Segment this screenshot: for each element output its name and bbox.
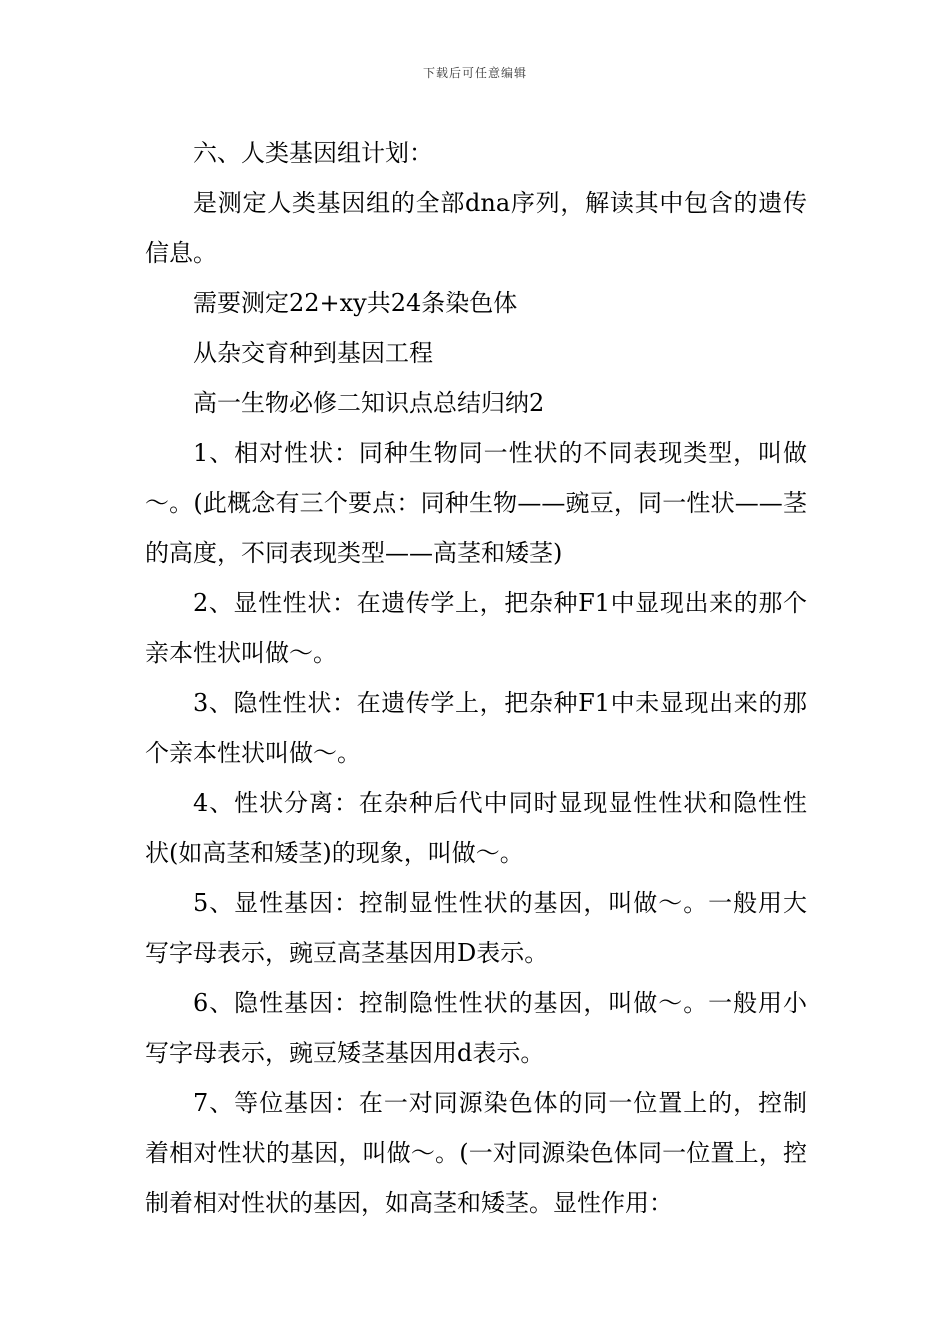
paragraph: 3、隐性性状：在遗传学上，把杂种F1中未显现出来的那个亲本性状叫做～。 bbox=[145, 689, 807, 767]
paragraph-section-title: 高一生物必修二知识点总结归纳2 bbox=[193, 389, 545, 417]
paragraph: 7、等位基因：在一对同源染色体的同一位置上的，控制着相对性状的基因，叫做～。(一对同源染色体同一位置上，控制着相对性状的基因，如高茎和矮茎。显性作用： bbox=[145, 1089, 807, 1217]
paragraph: 6、隐性基因：控制隐性性状的基因，叫做～。一般用小写字母表示，豌豆矮茎基因用d表示。 bbox=[145, 989, 807, 1067]
paragraph: 4、性状分离：在杂种后代中同时显现显性性状和隐性性状(如高茎和矮茎)的现象，叫做～。 bbox=[145, 789, 807, 867]
paragraph: 从杂交育种到基因工程 bbox=[193, 339, 433, 367]
paragraph-heading-genome-project: 六、人类基因组计划： bbox=[193, 139, 433, 167]
paragraph: 需要测定22+xy共24条染色体 bbox=[193, 289, 518, 317]
document-body bbox=[145, 128, 807, 1228]
paragraph: 5、显性基因：控制显性性状的基因，叫做～。一般用大写字母表示，豌豆高茎基因用D表示。 bbox=[145, 889, 807, 967]
paragraph: 1、相对性状：同种生物同一性状的不同表现类型，叫做～。(此概念有三个要点：同种生物——豌豆，同一性状——茎的高度，不同表现类型——高茎和矮茎) bbox=[145, 439, 807, 567]
paragraph: 2、显性性状：在遗传学上，把杂种F1中显现出来的那个亲本性状叫做～。 bbox=[145, 589, 807, 667]
paragraph: 是测定人类基因组的全部dna序列，解读其中包含的遗传信息。 bbox=[145, 189, 807, 267]
page-header: 下载后可任意编辑 bbox=[422, 66, 527, 80]
